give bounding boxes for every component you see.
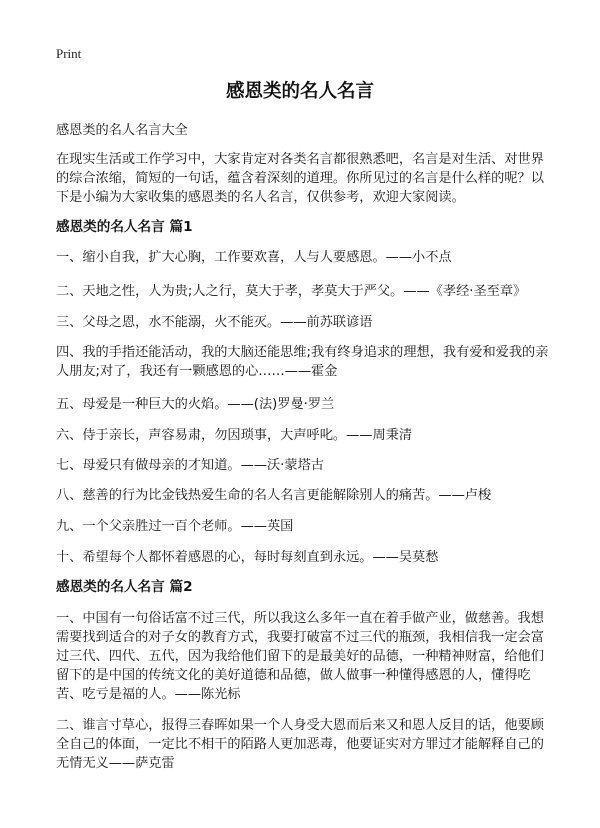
quote-item: 三、父母之恩，水不能溺，火不能灭。——前苏联谚语 (56, 315, 373, 330)
quote-item: 二、天地之性，人为贵;人之行，莫大于孝，孝莫大于严父。——《孝经·圣至章》 (56, 284, 527, 299)
quote-item: 五、母爱是一种巨大的火焰。——(法)罗曼·罗兰 (56, 397, 335, 412)
page-title: 感恩类的名人名言 (225, 81, 374, 102)
quote-item: 七、母爱只有做母亲的才知道。——沃·蒙塔古 (56, 458, 324, 473)
quote-item: 一、缩小自我，扩大心胸，工作要欢喜，人与人要感恩。——小不点 (56, 250, 452, 265)
print-link[interactable]: Print (56, 46, 82, 61)
intro-paragraph: 在现实生活或工作学习中，大家肯定对各类名言都很熟悉吧，名言是对生活、对世界的综合浓缩，简短的一句话，蕴含着深刻的道理。你所见过的名言是什么样的呢？以下是小编为大家收集的感恩类的名人名言，仅供参考，欢迎大家阅读。 (56, 152, 544, 205)
quote-item: 四、我的手指还能活动，我的大脑还能思维;我有终身追求的理想，我有爱和爱我的亲人朋友;对了，我还有一颗感恩的心……——霍金 (56, 345, 549, 379)
quote-item: 十、希望每个人都怀着感恩的心，每时每刻直到永远。——吴莫愁 (56, 550, 439, 565)
section-heading-2: 感恩类的名人名言 篇2 (56, 579, 193, 595)
quote-item: 八、慈善的行为比金钱热爱生命的名人名言更能解除别人的痛苦。——卢梭 (56, 488, 492, 503)
document-subtitle: 感恩类的名人名言大全 (56, 123, 188, 138)
quote-paragraph: 二、谁言寸草心，报得三春晖如果一个人身受大恩而后来又和恩人反目的话，他要顾全自己的体面，一定比不相干的陌路人更加恶毒，他要证实对方罪过才能解释自己的无情无义——萨克雷 (56, 718, 544, 771)
quote-item: 九、一个父亲胜过一百个老师。——英国 (56, 519, 294, 534)
section-heading-1: 感恩类的名人名言 篇1 (56, 219, 193, 235)
quote-item: 六、侍于亲长，声容易肃，勿因琐事，大声呼叱。——周秉清 (56, 428, 413, 443)
quote-paragraph: 一、中国有一句俗话富不过三代，所以我这么多年一直在着手做产业，做慈善。我想需要找到适合的对子女的教育方式，我要打破富不过三代的瓶颈，我相信我一定会富过三代、四代、五代，因为我给他们留下的是最美好的品德，一种精神财富，给他们留下的是中国的传统文化的美好道德和品德，做人做事一种懂得感恩的人，懂得吃苦、吃亏是福的人。——陈光标 (56, 611, 544, 702)
